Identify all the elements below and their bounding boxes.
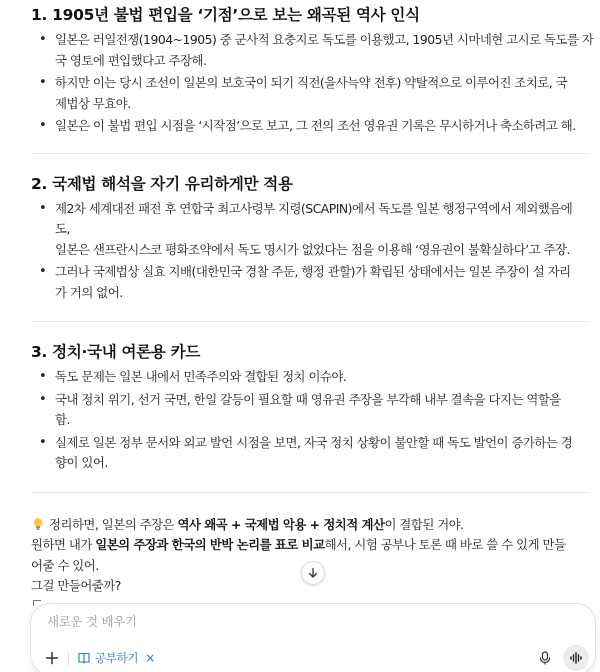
section-3 [31, 322, 594, 474]
list-item [31, 433, 594, 474]
line: 국 영토에 편입했다고 주장해. [55, 52, 207, 68]
list-item [31, 390, 594, 431]
voice-waveform-icon [569, 652, 583, 664]
line: 일본은 샌프란시스코 평화조약에서 독도 명시가 없었다는 점을 이용해 ‘영유권이 불확실하다’고 주장. [55, 241, 570, 257]
list-item [31, 30, 594, 71]
line: • 일본은 러일전쟁(1904~1905) 중 군사적 요충지로 독도를 이용했고, 1905년 시마네현 고시로 독도를 자 [55, 32, 594, 47]
summary-emphasis: 일본의 주장과 한국의 반박 논리를 표로 비교 [95, 537, 325, 552]
line: • 하지만 이는 당시 조선이 일본의 보호국이 되기 직전(을사늑약 전후) 약탈적으로 이루어진 조치로, 국 [55, 75, 568, 90]
composer [30, 603, 596, 672]
line: • 그러나 국제법상 실효 지배(대한민국 경찰 주둔, 행정 관할)가 확립된 상태에서는 일본 주장이 설 자리 [55, 264, 571, 279]
study-chip-label: 공부하기 [95, 651, 139, 665]
section-1 [31, 0, 594, 137]
close-icon[interactable]: × [145, 651, 156, 665]
line: • 제2차 세계대전 패전 후 연합국 최고사령부 지령(SCAPIN)에서 독도를 일본 행정구역에서 제외했음에 [55, 200, 573, 216]
divider [68, 652, 69, 666]
microphone-icon [539, 651, 551, 665]
summary-line-1 [31, 515, 594, 536]
study-mode-chip[interactable] [77, 648, 155, 668]
summary-emphasis: 역사 왜곡 + 국제법 악용 + 정치적 계산 [177, 516, 385, 532]
line: 도, [55, 221, 70, 236]
voice-mode-button[interactable] [563, 645, 589, 671]
plus-icon [45, 651, 59, 665]
bullet-list [31, 367, 594, 474]
section-title: 2. 국제법 해석을 자기 유리하게만 적용 [31, 174, 293, 193]
summary-text: 해서, 시험 공부나 토론 때 바로 쓸 수 있게 만들 [324, 537, 566, 552]
line: • 독도 문제는 일본 내에서 민족주의와 결합된 정치 이슈야. [55, 369, 347, 384]
line: 가 거의 없어. [55, 284, 123, 300]
summary-text: 원하면 내가 [31, 537, 96, 552]
line: 향이 있어. [55, 455, 108, 470]
section-title: 1. 1905년 불법 편입을 ‘기점’으로 보는 왜곡된 역사 인식 [31, 6, 420, 24]
list-item [31, 262, 594, 303]
line: • 일본은 이 불법 편입 시점을 ‘시작점’으로 보고, 그 전의 조선 영유권 기록은 무시하거나 축소하려고 해. [55, 118, 576, 133]
line: • 국내 정치 위기, 선거 국면, 한일 갈등이 필요할 때 영유권 주장을 부각해 내부 결속을 다지는 역할을 [55, 391, 561, 407]
arrow-down-icon [307, 567, 319, 579]
book-icon [77, 651, 91, 665]
summary-line-2 [31, 535, 594, 556]
summary-text: 이 결합된 거야. [384, 516, 464, 532]
list-item [31, 199, 594, 261]
bullet-list [31, 30, 594, 137]
message-input[interactable] [47, 614, 527, 629]
scroll-to-bottom-button[interactable] [301, 561, 325, 585]
microphone-button[interactable] [536, 649, 554, 667]
line: • 실제로 일본 정부 문서와 외교 발언 시점을 보면, 자국 정치 상황이 불안할 때 독도 발언이 증가하는 경 [55, 434, 573, 450]
list-item [31, 367, 594, 388]
bullet-list [31, 199, 594, 304]
line: 제법상 무효야. [55, 95, 131, 111]
list-item [31, 73, 594, 114]
section-2 [31, 154, 594, 304]
section-title: 3. 정치·국내 여론용 카드 [31, 343, 201, 361]
list-item [31, 116, 594, 137]
attach-button[interactable] [43, 649, 61, 667]
line: 함. [55, 412, 70, 427]
summary-text: 정리하면, 일본의 주장은 [49, 516, 178, 532]
lightbulb-icon [31, 517, 45, 531]
summary-line-4: 그걸 만들어줄까? [31, 578, 121, 593]
summary-line-3: 어줄 수 있어. [31, 557, 99, 573]
